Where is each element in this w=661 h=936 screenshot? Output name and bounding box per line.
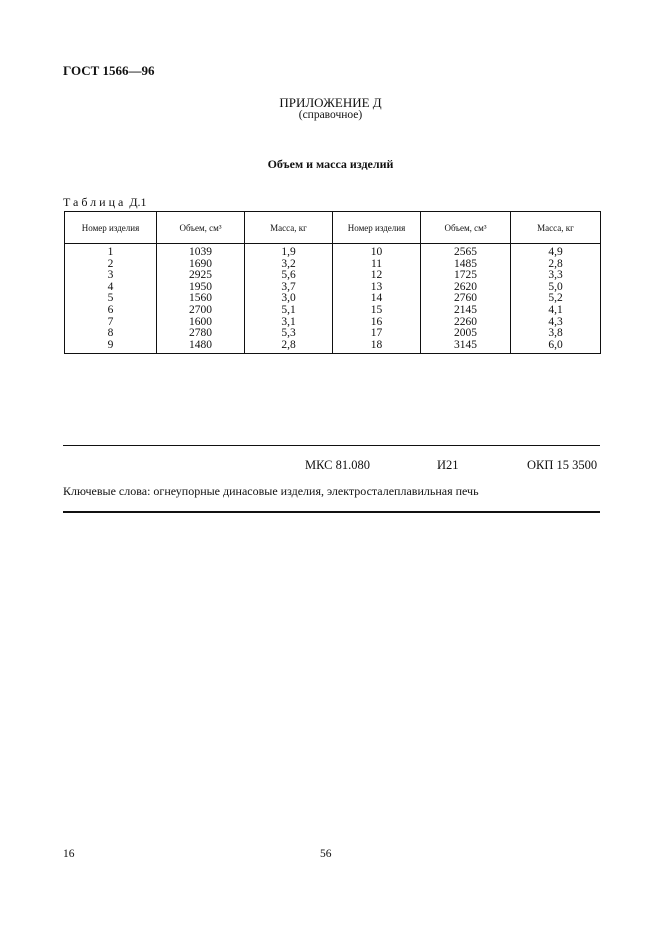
table-row <box>65 317 601 329</box>
divider-bottom <box>63 511 600 513</box>
table-caption-number: Д.1 <box>129 195 147 209</box>
divider-top <box>63 445 600 446</box>
okp-code: ОКП 15 3500 <box>527 458 598 472</box>
table-cell: 17 <box>333 328 421 340</box>
table-cell: 2 <box>65 259 157 271</box>
table-row <box>65 244 601 259</box>
table-cell: 3,2 <box>245 259 333 271</box>
table-cell: 5,6 <box>245 270 333 282</box>
mks-code: МКС 81.080 <box>305 458 370 472</box>
table-cell: 2760 <box>421 293 511 305</box>
table-cell: 5,0 <box>511 282 601 294</box>
table-cell: 18 <box>333 340 421 354</box>
table-cell: 3,0 <box>245 293 333 305</box>
column-header: Объем, см³ <box>421 212 511 244</box>
appendix-title: ПРИЛОЖЕНИЕ Д <box>279 95 382 110</box>
table-cell: 2565 <box>421 244 511 259</box>
index-code: И21 <box>437 458 459 472</box>
table-cell: 12 <box>333 270 421 282</box>
table-cell: 3,7 <box>245 282 333 294</box>
document-code: ГОСТ 1566—96 <box>63 63 155 78</box>
table-cell: 2260 <box>421 317 511 329</box>
table-cell: 1,9 <box>245 244 333 259</box>
table-cell: 3 <box>65 270 157 282</box>
table-cell: 14 <box>333 293 421 305</box>
table-cell: 10 <box>333 244 421 259</box>
table-cell: 7 <box>65 317 157 329</box>
table-cell: 13 <box>333 282 421 294</box>
table-cell: 1485 <box>421 259 511 271</box>
table-row <box>65 293 601 305</box>
column-header: Объем, см³ <box>157 212 245 244</box>
table-cell: 2,8 <box>245 340 333 354</box>
table-row <box>65 270 601 282</box>
page-number-left: 16 <box>63 848 75 860</box>
table-cell: 3,3 <box>511 270 601 282</box>
table-row <box>65 282 601 294</box>
keywords-line: Ключевые слова: огнеупорные динасовые изделия, электросталеплавильная печь <box>63 484 479 498</box>
volume-mass-table <box>64 211 601 354</box>
table-cell: 1600 <box>157 317 245 329</box>
table-cell: 5,3 <box>245 328 333 340</box>
table-cell: 5,2 <box>511 293 601 305</box>
table-cell: 15 <box>333 305 421 317</box>
table-cell: 16 <box>333 317 421 329</box>
page-number-center: 56 <box>320 848 332 860</box>
column-header: Номер изделия <box>333 212 421 244</box>
table-cell: 3,1 <box>245 317 333 329</box>
section-title: Объем и масса изделий <box>267 157 394 171</box>
table-cell: 4,1 <box>511 305 601 317</box>
table-row <box>65 259 601 271</box>
column-header: Масса, кг <box>245 212 333 244</box>
table-cell: 1950 <box>157 282 245 294</box>
table-cell: 1 <box>65 244 157 259</box>
table-cell: 6,0 <box>511 340 601 354</box>
table-cell: 9 <box>65 340 157 354</box>
table-cell: 3145 <box>421 340 511 354</box>
table-cell: 1690 <box>157 259 245 271</box>
table-row <box>65 328 601 340</box>
table-cell: 1039 <box>157 244 245 259</box>
table-cell: 2005 <box>421 328 511 340</box>
table-body <box>65 244 601 354</box>
table-row <box>65 305 601 317</box>
table-cell: 2620 <box>421 282 511 294</box>
table-caption-word: Таблица <box>63 195 127 209</box>
table-cell: 5,1 <box>245 305 333 317</box>
appendix-subtitle: (справочное) <box>298 109 363 121</box>
table-cell: 4 <box>65 282 157 294</box>
table-cell: 2145 <box>421 305 511 317</box>
table-row <box>65 340 601 354</box>
table-cell: 8 <box>65 328 157 340</box>
table-cell: 3,8 <box>511 328 601 340</box>
table-cell: 1725 <box>421 270 511 282</box>
table-caption <box>63 195 147 210</box>
table-cell: 1480 <box>157 340 245 354</box>
table-cell: 5 <box>65 293 157 305</box>
column-header: Номер изделия <box>65 212 157 244</box>
table-cell: 4,3 <box>511 317 601 329</box>
table-cell: 2780 <box>157 328 245 340</box>
table-cell: 2,8 <box>511 259 601 271</box>
table-cell: 1560 <box>157 293 245 305</box>
table-header-row <box>65 212 601 244</box>
table-cell: 4,9 <box>511 244 601 259</box>
column-header: Масса, кг <box>511 212 601 244</box>
table-cell: 11 <box>333 259 421 271</box>
table-cell: 2700 <box>157 305 245 317</box>
table-cell: 2925 <box>157 270 245 282</box>
table-cell: 6 <box>65 305 157 317</box>
